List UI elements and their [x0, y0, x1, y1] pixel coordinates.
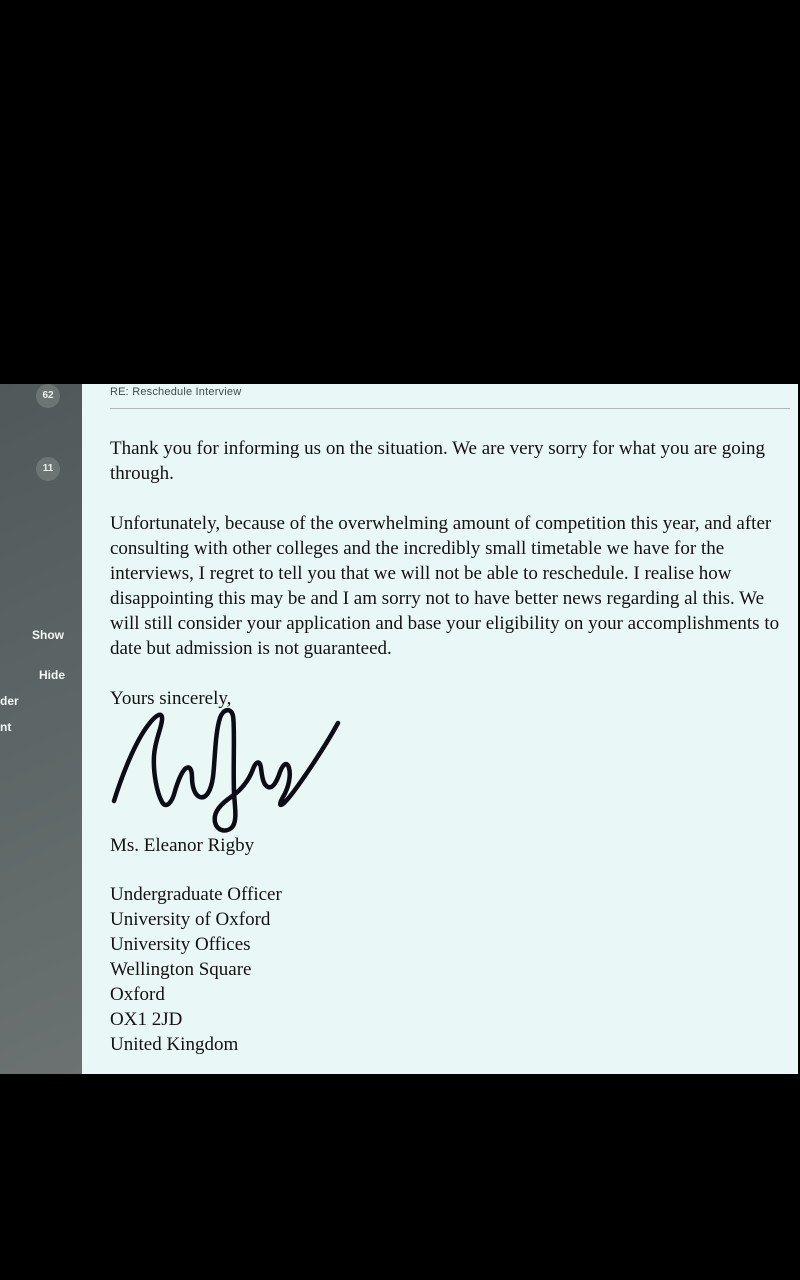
address-block	[110, 882, 794, 1057]
letterbox-bottom	[0, 1074, 800, 1280]
handwritten-signature	[106, 707, 794, 829]
address-line: University of Oxford	[110, 909, 271, 930]
signatory-name: Ms. Eleanor Rigby	[110, 835, 255, 856]
address-line: University Offices	[110, 934, 251, 955]
body-paragraph-2: Unfortunately, because of the overwhelming amount of competition this year, and after consulting with other colleges and the incredibly small timetable we have for the interviews, I regret to tell you that we will not be able to reschedule. I realise how disappointing this may be and I am sorry not to have better news regarding al this. We will still consider your application and base your eligibility on your accomplishments to date but admission is not guaranteed.	[110, 513, 780, 659]
sidebar-item-clipped-2[interactable]: nt	[0, 720, 12, 734]
subject-line: RE: Reschedule Interview	[110, 386, 242, 398]
sidebar	[0, 384, 82, 1074]
address-line: Undergraduate Officer	[110, 884, 282, 905]
closing-line: Yours sincerely,	[110, 688, 232, 709]
signature-image	[106, 707, 346, 833]
unread-count-badge[interactable]: 62	[36, 384, 60, 408]
address-line: Oxford	[110, 984, 165, 1005]
email-viewer	[0, 384, 800, 1074]
address-line: OX1 2JD	[110, 1009, 183, 1030]
show-button[interactable]: Show	[32, 628, 64, 642]
body-paragraph-1: Thank you for informing us on the situation. We are very sorry for what you are going through.	[110, 438, 766, 484]
address-line: Wellington Square	[110, 959, 252, 980]
subject-divider	[110, 408, 790, 409]
message-pane	[82, 384, 800, 1074]
hide-button[interactable]: Hide	[38, 668, 65, 682]
letterbox-top	[0, 0, 800, 384]
sidebar-item-clipped-1[interactable]: der	[0, 694, 19, 708]
notification-count-badge[interactable]: 11	[36, 457, 60, 481]
address-line: United Kingdom	[110, 1034, 239, 1055]
